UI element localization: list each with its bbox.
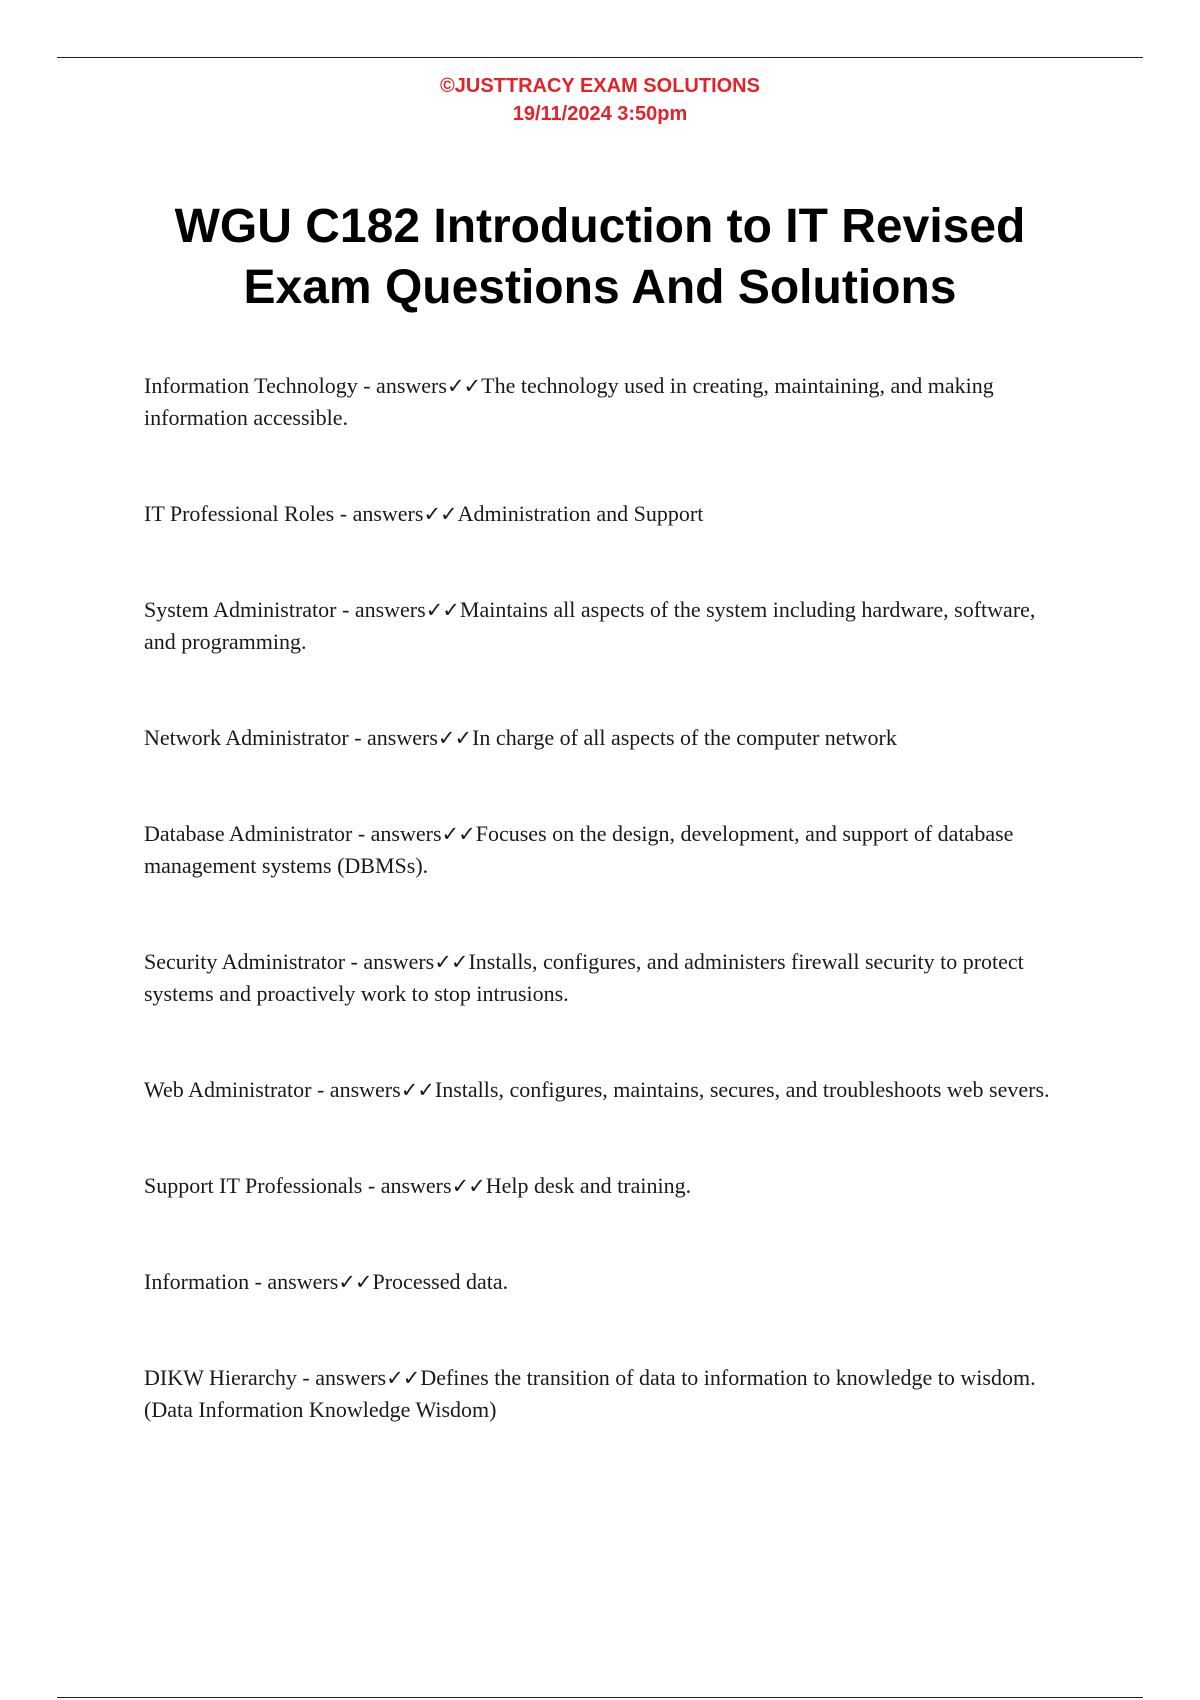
qa-term: Security Administrator: [144, 949, 346, 974]
qa-separator: - answers: [249, 1269, 339, 1294]
checkmark-icon: ✓✓: [441, 822, 475, 846]
qa-term: DIKW Hierarchy: [144, 1365, 297, 1390]
checkmark-icon: ✓✓: [423, 502, 457, 526]
document-title: [100, 196, 1100, 318]
qa-term: System Administrator: [144, 597, 337, 622]
qa-item: [144, 1074, 1064, 1106]
checkmark-icon: ✓✓: [425, 598, 459, 622]
qa-separator: - answers: [345, 949, 435, 974]
qa-answer: Help desk and training.: [485, 1173, 692, 1198]
checkmark-icon: ✓✓: [386, 1366, 420, 1390]
qa-separator: - answers: [352, 821, 442, 846]
checkmark-icon: ✓✓: [446, 374, 481, 398]
qa-answer: The technology used in creating, maintaining, and making information accessible.: [144, 373, 994, 430]
qa-term: IT Professional Roles: [144, 501, 335, 526]
qa-answer: Defines the transition of data to information to knowledge to wisdom. (Data Information Knowledge Wisdom): [144, 1365, 1036, 1422]
qa-separator: - answers: [296, 1365, 387, 1390]
qa-item: [144, 722, 1064, 754]
checkmark-icon: ✓✓: [434, 950, 468, 974]
checkmark-icon: ✓✓: [338, 1270, 372, 1294]
qa-term: Network Administrator: [144, 725, 349, 750]
qa-item: [144, 946, 1064, 1010]
qa-list: [144, 370, 1064, 1426]
qa-item: [144, 370, 1064, 434]
bottom-rule: [57, 1697, 1143, 1698]
qa-item: [144, 1266, 1064, 1298]
qa-item: [144, 1170, 1064, 1202]
checkmark-icon: ✓✓: [451, 1174, 485, 1198]
qa-separator: - answers: [336, 597, 426, 622]
header-timestamp: 19/11/2024 3:50pm: [512, 103, 688, 125]
qa-answer: Installs, configures, and administers firewall security to protect systems and proactively work to stop intrusions.: [144, 949, 1024, 1006]
checkmark-icon: ✓✓: [437, 726, 472, 750]
title-line-1: WGU C182 Introduction to IT Revised: [174, 200, 1026, 253]
qa-answer: Installs, configures, maintains, secures, and troubleshoots web severs.: [434, 1077, 1050, 1102]
qa-separator: - answers: [348, 725, 438, 750]
qa-answer: In charge of all aspects of the computer network: [472, 725, 897, 750]
page-header: [0, 72, 1200, 128]
header-brand: ©JUSTTRACY EXAM SOLUTIONS: [440, 75, 760, 97]
qa-item: [144, 498, 1064, 530]
qa-term: Information Technology: [144, 373, 358, 398]
qa-item: [144, 818, 1064, 882]
qa-term: Web Administrator: [144, 1077, 312, 1102]
qa-term: Database Administrator: [144, 821, 353, 846]
top-rule: [57, 57, 1143, 58]
checkmark-icon: ✓✓: [400, 1078, 434, 1102]
qa-answer: Maintains all aspects of the system including hardware, software, and programming.: [144, 597, 1036, 654]
qa-item: [144, 594, 1064, 658]
qa-separator: - answers: [334, 501, 424, 526]
title-line-2: Exam Questions And Solutions: [243, 261, 957, 314]
qa-item: [144, 1362, 1064, 1426]
qa-term: Support IT Professionals: [144, 1173, 363, 1198]
qa-separator: - answers: [362, 1173, 452, 1198]
qa-answer: Focuses on the design, development, and support of database management systems (DBMSs).: [144, 821, 1014, 878]
qa-answer: Administration and Support: [457, 501, 704, 526]
qa-answer: Processed data.: [372, 1269, 509, 1294]
qa-term: Information: [144, 1269, 250, 1294]
qa-separator: - answers: [311, 1077, 401, 1102]
qa-separator: - answers: [357, 373, 447, 398]
